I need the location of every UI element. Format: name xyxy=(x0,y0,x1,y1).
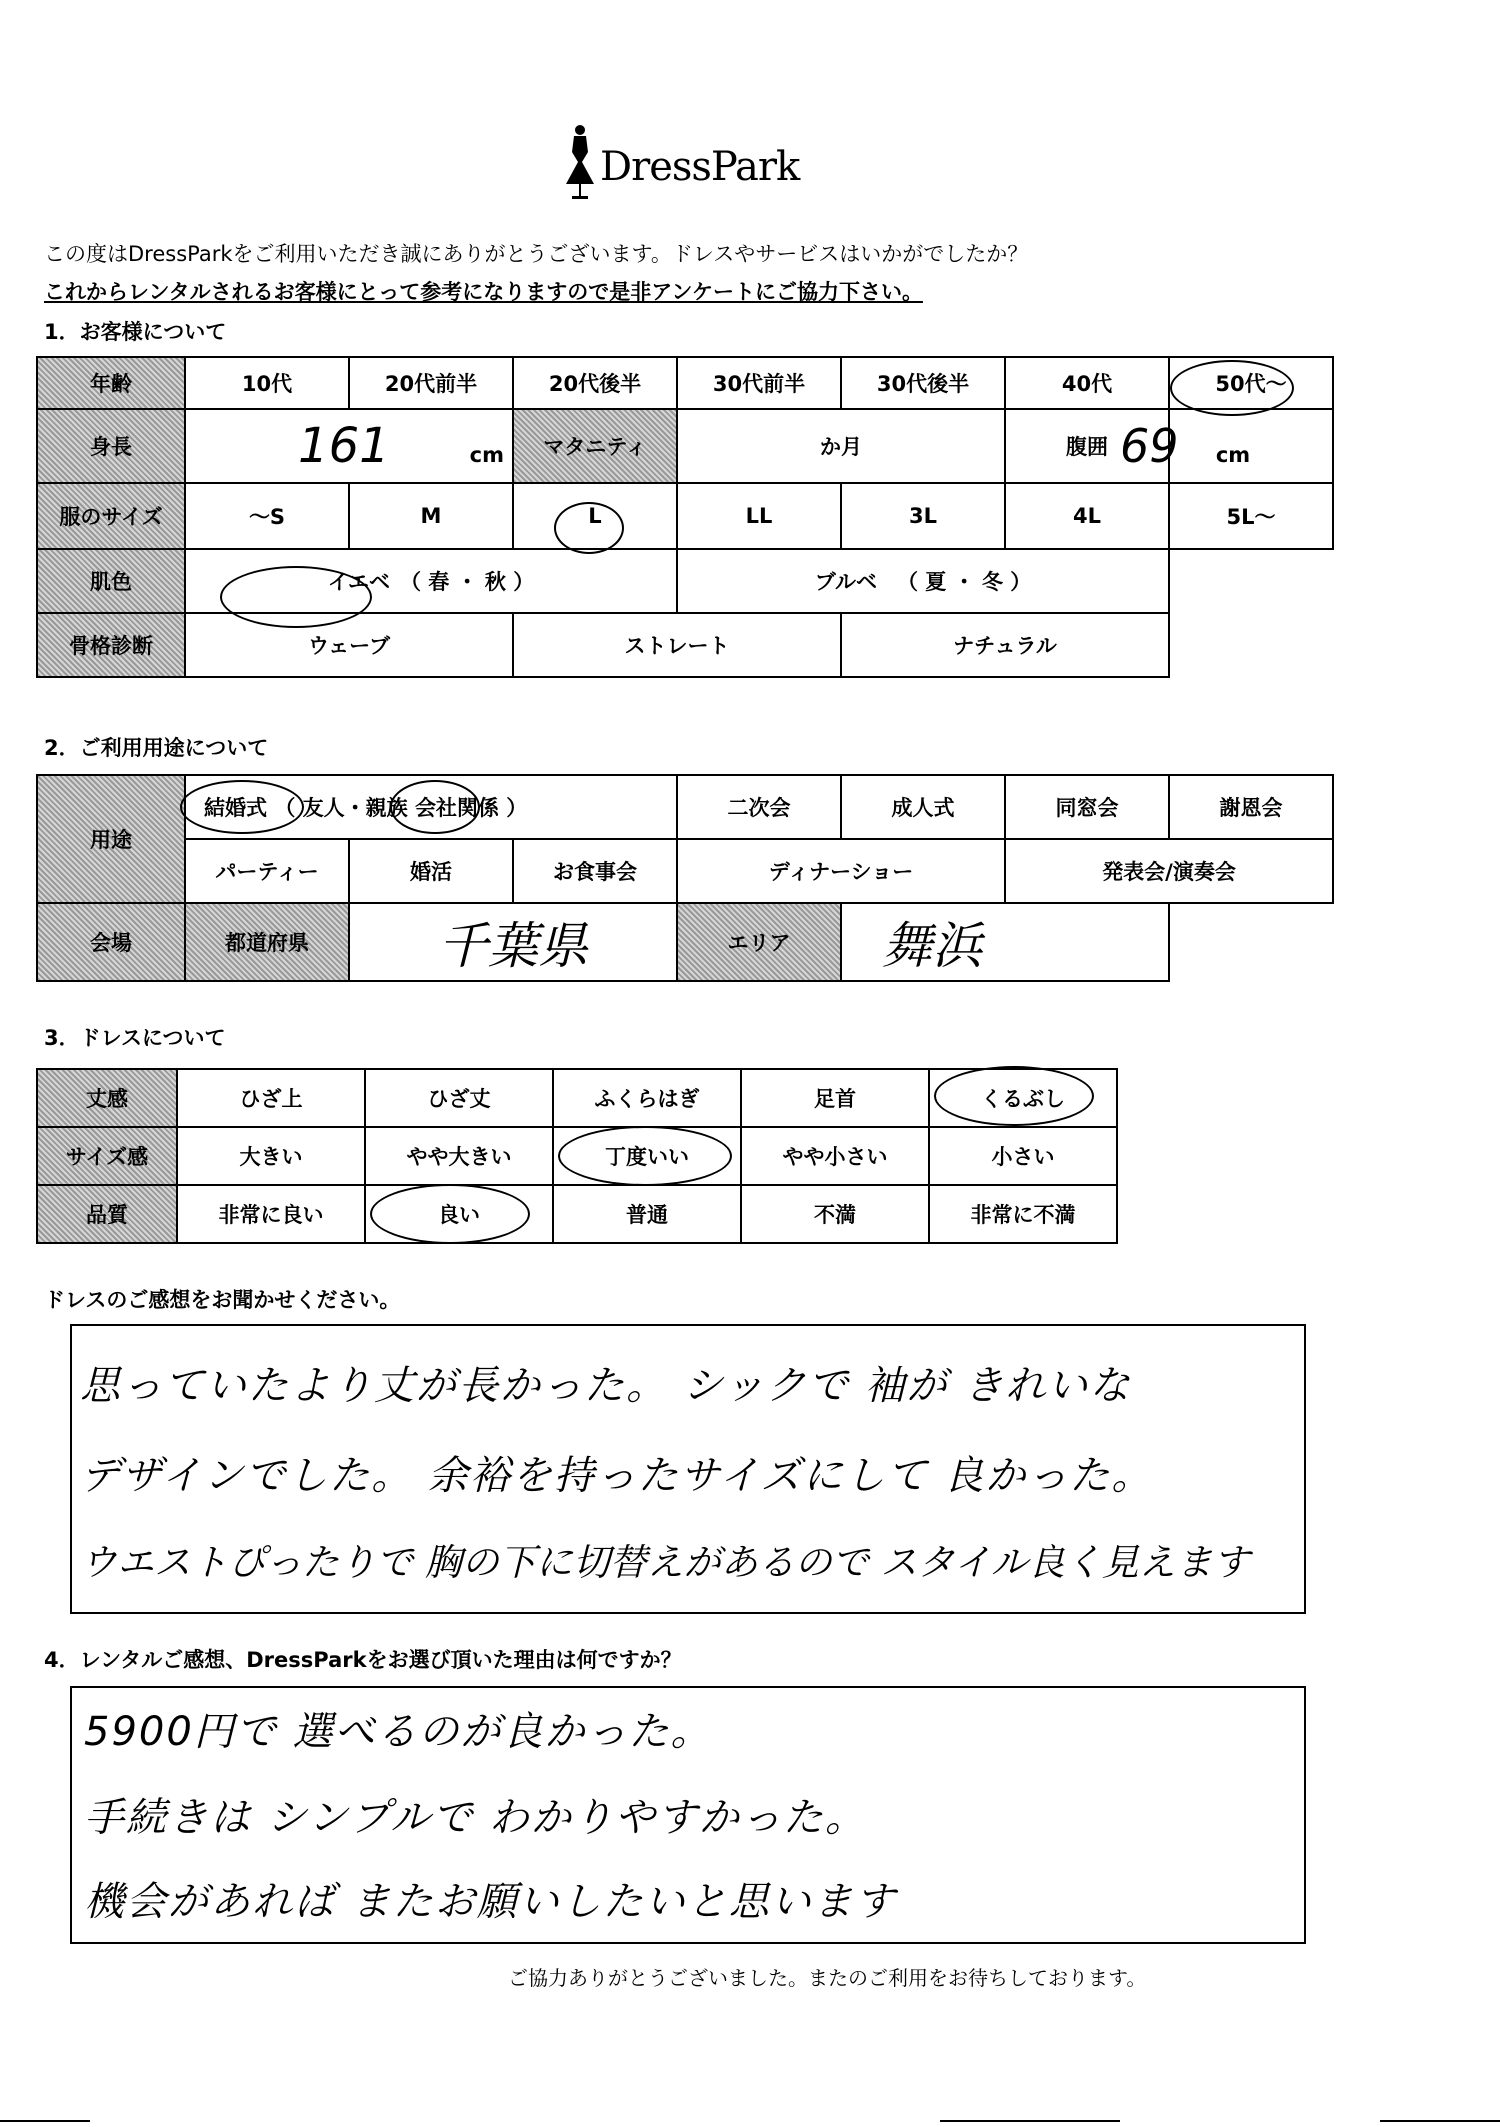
impressions-line: 思っていたより丈が長かった。 シックで 袖が きれいな xyxy=(80,1363,1132,1409)
purpose-option[interactable]: ディナーショー xyxy=(677,839,1005,903)
purpose-option[interactable]: 同窓会 xyxy=(1005,775,1169,839)
quality-option[interactable]: 非常に良い xyxy=(177,1185,365,1243)
purpose-option[interactable]: お食事会 xyxy=(513,839,677,903)
prefecture-value: 千葉県 xyxy=(438,917,589,975)
section4-title: 4．レンタルご感想、DressParkをお選び頂いた理由は何ですか？ xyxy=(44,1648,682,1672)
size-option[interactable]: ～S xyxy=(185,483,349,549)
purpose-option[interactable]: 謝恩会 xyxy=(1169,775,1333,839)
age-option[interactable]: 20代前半 xyxy=(349,357,513,409)
dress-form-icon xyxy=(560,122,600,202)
age-option[interactable]: 30代後半 xyxy=(841,357,1005,409)
skin-label: 肌色 xyxy=(37,549,185,613)
purpose-option[interactable]: パーティー xyxy=(185,839,349,903)
fit-option[interactable]: やや大きい xyxy=(365,1127,553,1185)
empty-cell xyxy=(1169,549,1333,613)
customer-table xyxy=(36,356,1334,678)
quality-option[interactable]: 普通 xyxy=(553,1185,741,1243)
scan-edge-line xyxy=(0,2120,90,2122)
quality-option[interactable]: 非常に不満 xyxy=(929,1185,1117,1243)
fit-option[interactable]: やや小さい xyxy=(741,1127,929,1185)
scan-edge-line xyxy=(1380,2120,1500,2122)
skin-yellow-detail: （ 春 ・ 秋 ） xyxy=(399,570,535,594)
purpose-option[interactable]: 二次会 xyxy=(677,775,841,839)
maternity-unit[interactable]: か月 xyxy=(677,409,1005,483)
frame-option[interactable]: ナチュラル xyxy=(841,613,1169,677)
age-option[interactable]: 10代 xyxy=(185,357,349,409)
age-option[interactable]: 30代前半 xyxy=(677,357,841,409)
section2-title: 2．ご利用用途について xyxy=(44,736,269,760)
purpose-option[interactable]: 成人式 xyxy=(841,775,1005,839)
fit-option[interactable]: 小さい xyxy=(929,1127,1117,1185)
dress-table xyxy=(36,1068,1118,1244)
quality-label: 品質 xyxy=(37,1185,177,1243)
wedding-detail: （ 友人 xyxy=(274,796,345,820)
relatives-label: 親族 xyxy=(365,796,408,820)
size-option[interactable]: 3L xyxy=(841,483,1005,549)
area-value: 舞浜 xyxy=(882,917,983,975)
length-option[interactable]: ふくらはぎ xyxy=(553,1069,741,1127)
wedding-label: 結婚式 xyxy=(204,796,267,820)
frame-option[interactable]: ストレート xyxy=(513,613,841,677)
prefecture-field[interactable] xyxy=(349,903,677,981)
wedding-option[interactable] xyxy=(185,775,677,839)
empty-cell xyxy=(1169,613,1333,677)
company-label: 会社関係 ） xyxy=(414,796,528,820)
skin-blue-detail: （ 夏 ・ 冬 ） xyxy=(896,570,1032,594)
purpose-label: 用途 xyxy=(37,775,185,903)
venue-label: 会場 xyxy=(37,903,185,981)
length-option[interactable]: 足首 xyxy=(741,1069,929,1127)
length-option[interactable]: ひざ丈 xyxy=(365,1069,553,1127)
fit-label: サイズ感 xyxy=(37,1127,177,1185)
size-label: 服のサイズ xyxy=(37,483,185,549)
fit-option-selected[interactable]: 丁度いい xyxy=(553,1127,741,1185)
size-option[interactable]: LL xyxy=(677,483,841,549)
length-option-selected[interactable]: くるぶし xyxy=(929,1069,1117,1127)
section3-title: 3．ドレスについて xyxy=(44,1026,226,1050)
age-option-selected[interactable]: 50代～ xyxy=(1169,357,1333,409)
size-option-selected[interactable]: L xyxy=(513,483,677,549)
belly-label: 腹囲 xyxy=(1005,409,1169,483)
belly-cell[interactable] xyxy=(1120,409,1333,483)
quality-option-selected[interactable]: 良い xyxy=(365,1185,553,1243)
age-option[interactable]: 40代 xyxy=(1005,357,1169,409)
empty-cell xyxy=(1169,903,1333,981)
area-label: エリア xyxy=(677,903,841,981)
purpose-option[interactable]: 発表会/演奏会 xyxy=(1005,839,1333,903)
purpose-option[interactable]: 婚活 xyxy=(349,839,513,903)
dot: ・ xyxy=(344,796,366,820)
belly-value: 69 xyxy=(1120,419,1179,473)
dresspark-logo xyxy=(560,122,800,202)
prefecture-label: 都道府県 xyxy=(185,903,349,981)
frame-option[interactable]: ウェーブ xyxy=(185,613,513,677)
length-label: 丈感 xyxy=(37,1069,177,1127)
frame-label: 骨格診断 xyxy=(37,613,185,677)
quality-option[interactable]: 不満 xyxy=(741,1185,929,1243)
brand-name: DressPark xyxy=(600,144,800,190)
belly-unit: cm xyxy=(1215,443,1251,467)
height-unit: cm xyxy=(469,443,504,467)
area-field[interactable] xyxy=(841,903,1169,981)
reason-line: 5900円で 選べるのが良かった。 xyxy=(84,1709,713,1755)
reason-line: 機会があれば またお願いしたいと思います xyxy=(84,1879,897,1925)
height-label: 身長 xyxy=(37,409,185,483)
height-cell[interactable] xyxy=(185,409,513,483)
impressions-line: ウエストぴったりで 胸の下に切替えがあるので スタイル良く見えます xyxy=(80,1541,1250,1584)
purpose-table xyxy=(36,774,1334,982)
fit-option[interactable]: 大きい xyxy=(177,1127,365,1185)
intro-request: これからレンタルされるお客様にとって参考になりますので是非アンケートにご協力下さい。 xyxy=(44,280,923,304)
age-option[interactable]: 20代後半 xyxy=(513,357,677,409)
length-option[interactable]: ひざ上 xyxy=(177,1069,365,1127)
skin-yellow-label: イエベ xyxy=(327,570,390,594)
skin-yellow[interactable] xyxy=(185,549,677,613)
height-value: 161 xyxy=(298,418,390,474)
impressions-title: ドレスのご感想をお聞かせください。 xyxy=(44,1288,401,1312)
skin-blue[interactable] xyxy=(677,549,1169,613)
thanks-message: ご協力ありがとうございました。またのご利用をお待ちしております。 xyxy=(508,1966,1147,1990)
size-option[interactable]: 4L xyxy=(1005,483,1169,549)
age-label: 年齢 xyxy=(37,357,185,409)
impressions-line: デザインでした。 余裕を持ったサイズにして 良かった。 xyxy=(80,1453,1154,1499)
scan-edge-line xyxy=(940,2120,1120,2122)
maternity-label: マタニティ xyxy=(513,409,677,483)
intro-text: この度はDressParkをご利用いただき誠にありがとうございます。ドレスやサービスはいかがでしたか？ xyxy=(44,242,1029,266)
skin-blue-label: ブルベ xyxy=(814,570,877,594)
section1-title: 1．お客様について xyxy=(44,320,227,344)
size-option[interactable]: M xyxy=(349,483,513,549)
size-option[interactable]: 5L～ xyxy=(1169,483,1333,549)
reason-line: 手続きは シンプルで わかりやすかった。 xyxy=(84,1795,867,1841)
